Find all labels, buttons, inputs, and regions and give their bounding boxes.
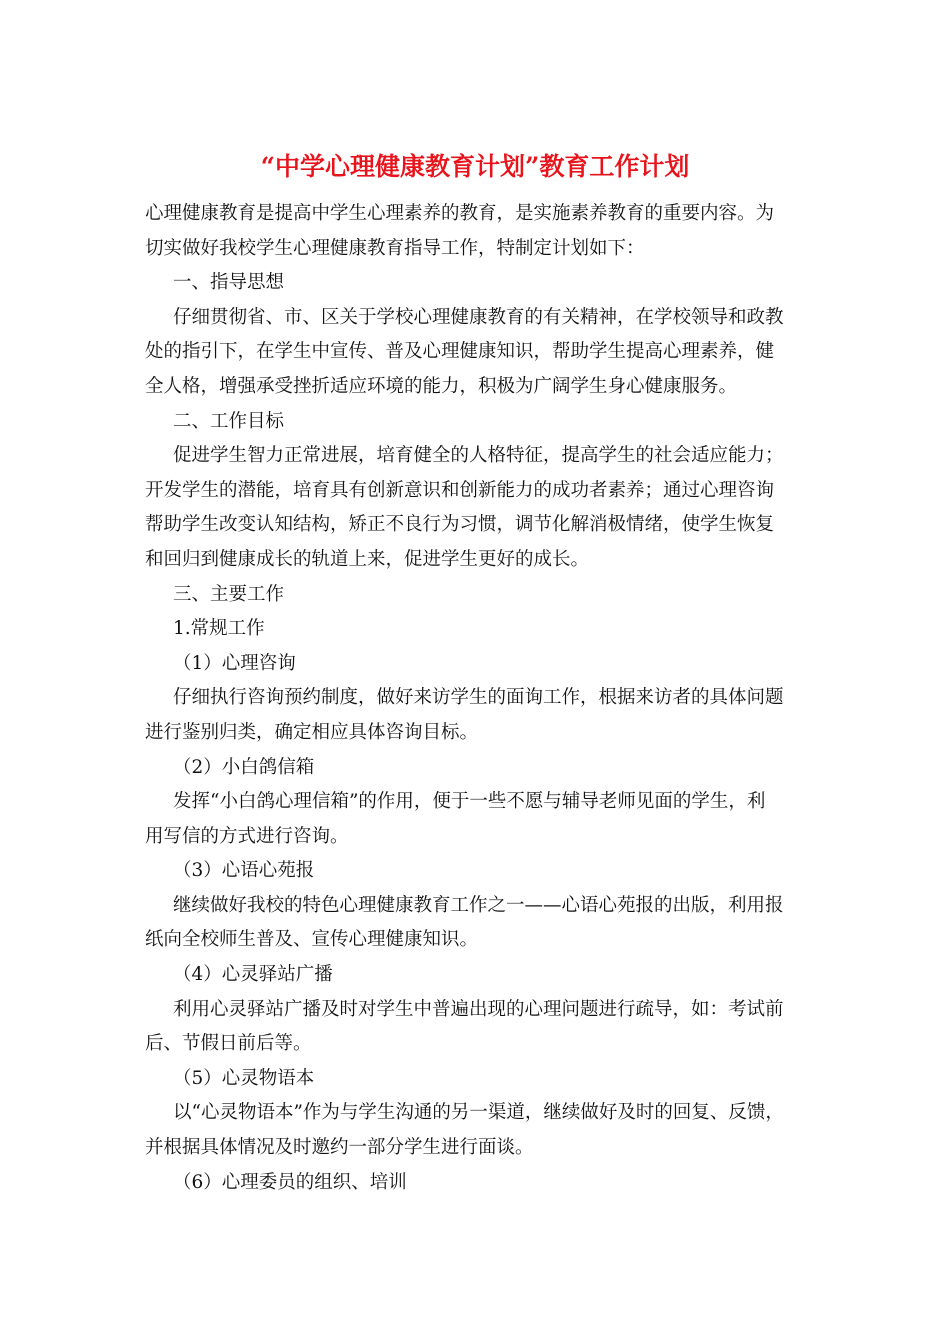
text-line: 全人格，增强承受挫折适应环境的能力，积极为广阔学生身心健康服务。	[145, 375, 738, 397]
text-line: 仔细执行咨询预约制度，做好来访学生的面询工作，根据来访者的具体问题	[173, 687, 784, 709]
text-line: （5）心灵物语本	[173, 1067, 315, 1089]
text-line: 并根据具体情况及时邀约一部分学生进行面谈。	[145, 1137, 534, 1159]
text-line: 用写信的方式进行咨询。	[145, 825, 349, 847]
text-line: （6）心理委员的组织、培训	[173, 1171, 407, 1193]
text-line: 利用心灵驿站广播及时对学生中普遍出现的心理问题进行疏导，如：考试前	[173, 998, 784, 1020]
text-line: 促进学生智力正常进展，培育健全的人格特征，提高学生的社会适应能力；	[173, 445, 784, 467]
text-line: 仔细贯彻省、市、区关于学校心理健康教育的有关精神，在学校领导和政教	[173, 306, 784, 328]
text-line: 三、主要工作	[173, 583, 285, 605]
text-line: 纸向全校师生普及、宣传心理健康知识。	[145, 929, 479, 951]
text-line: （1）心理咨询	[173, 652, 296, 674]
text-line: 一、指导思想	[173, 272, 285, 294]
text-line: （4）心灵驿站广播	[173, 964, 333, 986]
text-line: 1.常规工作	[173, 618, 265, 640]
text-line: 心理健康教育是提高中学生心理素养的教育，是实施素养教育的重要内容。为	[145, 203, 775, 224]
text-line: 二、工作目标	[173, 410, 285, 432]
text-line: 和回归到健康成长的轨道上来，促进学生更好的成长。	[145, 548, 590, 570]
text-line: 帮助学生改变认知结构，矫正不良行为习惯，调节化解消极情绪，使学生恢复	[145, 514, 775, 536]
text-line: （3）心语心苑报	[173, 860, 315, 882]
text-line: 后、节假日前后等。	[145, 1033, 312, 1055]
document-title: “中学心理健康教育计划”教育工作计划	[260, 152, 690, 181]
text-line: （2）小白鸽信箱	[173, 756, 315, 778]
text-line: 发挥“小白鸽心理信箱”的作用，便于一些不愿与辅导老师见面的学生，利	[173, 791, 766, 813]
text-line: 继续做好我校的特色心理健康教育工作之一——心语心苑报的出版，利用报	[173, 894, 784, 916]
text-line: 处的指引下，在学生中宣传、普及心理健康知识，帮助学生提高心理素养，健	[145, 341, 775, 363]
document-body	[145, 197, 815, 1200]
text-line: 以“心灵物语本”作为与学生沟通的另一渠道，继续做好及时的回复、反馈，	[173, 1102, 784, 1124]
text-line: 切实做好我校学生心理健康教育指导工作，特制定计划如下：	[145, 237, 645, 259]
text-line: 进行鉴别归类，确定相应具体咨询目标。	[145, 721, 479, 743]
text-line: 开发学生的潜能，培育具有创新意识和创新能力的成功者素养；通过心理咨询	[145, 479, 775, 501]
